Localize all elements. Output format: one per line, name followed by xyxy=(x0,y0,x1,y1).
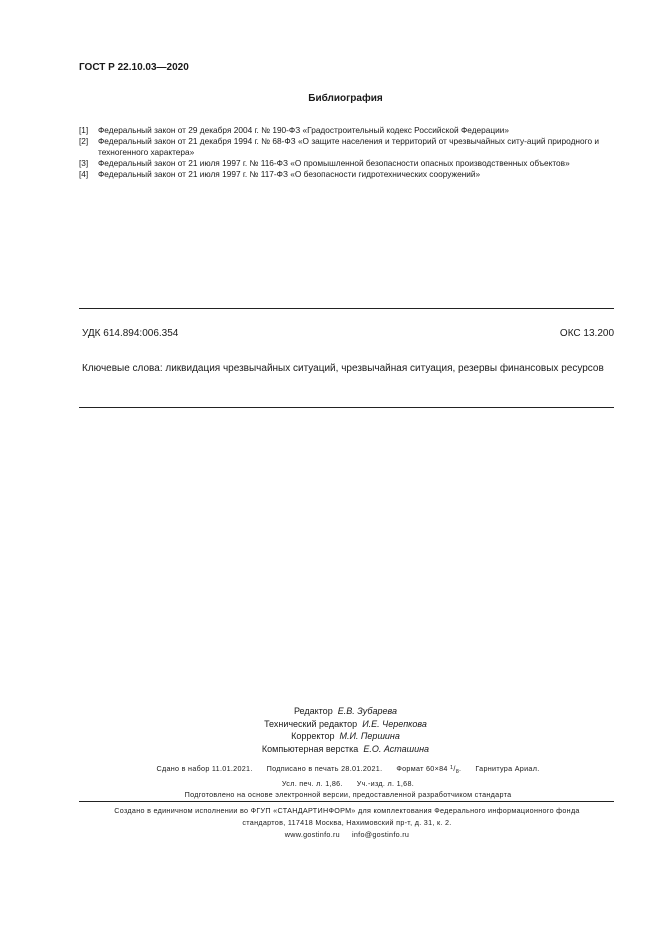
credit-name: Е.О. Асташина xyxy=(363,743,430,754)
entry-text: Федеральный закон от 21 июля 1997 г. № 116-ФЗ «О промышленной безопасности опасных производственных объектов» xyxy=(98,158,570,168)
website-link[interactable]: www.gostinfo.ru xyxy=(284,830,340,839)
oks-code: ОКС 13.200 xyxy=(559,328,614,339)
footer-divider xyxy=(79,801,614,802)
entry-number: [1] xyxy=(79,125,89,135)
entry-number: [4] xyxy=(79,169,89,179)
credit-line xyxy=(200,730,491,743)
bibliography-title: Библиография xyxy=(308,93,383,104)
document-code: ГОСТ Р 22.10.03—2020 xyxy=(79,62,189,73)
credit-line xyxy=(200,743,491,756)
entry-number: [2] xyxy=(79,136,89,146)
footer-line-3 xyxy=(74,829,620,841)
credit-name: М.И. Першина xyxy=(339,731,400,741)
credit-name: И.Е. Черепкова xyxy=(362,718,427,729)
credit-role: Редактор xyxy=(293,706,333,716)
publ-sheets: Уч.-изд. л. 1,68. xyxy=(356,779,415,788)
top-divider xyxy=(79,308,614,309)
typeface: Гарнитура Ариал. xyxy=(475,764,540,773)
print-line-2 xyxy=(118,778,578,789)
credit-role: Компьютерная верстка xyxy=(261,743,359,754)
print-line-1 xyxy=(118,763,578,778)
bibliography-list xyxy=(79,125,619,180)
bibliography-entry xyxy=(79,136,619,158)
email-link[interactable]: info@gostinfo.ru xyxy=(351,830,410,839)
print-sheets: Усл. печ. л. 1,86. xyxy=(281,779,343,788)
entry-number: [3] xyxy=(79,158,89,168)
bibliography-entry xyxy=(79,169,619,180)
submitted-date: Сдано в набор 11.01.2021. xyxy=(156,764,253,773)
bottom-divider xyxy=(79,407,614,408)
footer-line-2: стандартов, 117418 Москва, Нахимовский пр-т, д. 31, к. 2. xyxy=(242,818,452,827)
entry-text: Федеральный закон от 21 июля 1997 г. № 117-ФЗ «О безопасности гидротехнических сооружений» xyxy=(98,169,481,179)
publisher-footer xyxy=(74,805,620,841)
credits-block xyxy=(200,705,491,755)
footer-line-1: Создано в единичном исполнении во ФГУП «СТАНДАРТИНФОРМ» для комплектования Федерального информационного фонда xyxy=(114,806,580,815)
bibliography-entry xyxy=(79,125,619,136)
entry-text: Федеральный закон от 21 декабря 1994 г. № 68-ФЗ «О защите населения и территорий от чрезвычайных ситу-аций природного и техногенного характера» xyxy=(98,136,600,157)
credit-role: Корректор xyxy=(291,731,335,741)
credit-line xyxy=(200,718,491,731)
keywords: Ключевые слова: ликвидация чрезвычайных ситуаций, чрезвычайная ситуация, резервы финансовых ресурсов xyxy=(82,363,604,374)
credit-name: Е.В. Зубарева xyxy=(337,706,398,716)
bibliography-entry xyxy=(79,158,619,169)
format: Формат 60×84 $^1/_8$. xyxy=(396,764,462,775)
udk-code: УДК 614.894:006.354 xyxy=(82,328,179,339)
print-info xyxy=(118,763,578,800)
credit-line xyxy=(200,705,491,718)
source-note: Подготовлено на основе электронной версии, предоставленной разработчиком стандарта xyxy=(184,790,512,799)
credit-role: Технический редактор xyxy=(264,718,358,729)
entry-text: Федеральный закон от 29 декабря 2004 г. № 190-ФЗ «Градостроительный кодекс Российской Федерации» xyxy=(98,125,510,135)
signed-date: Подписано в печать 28.01.2021. xyxy=(266,764,383,773)
